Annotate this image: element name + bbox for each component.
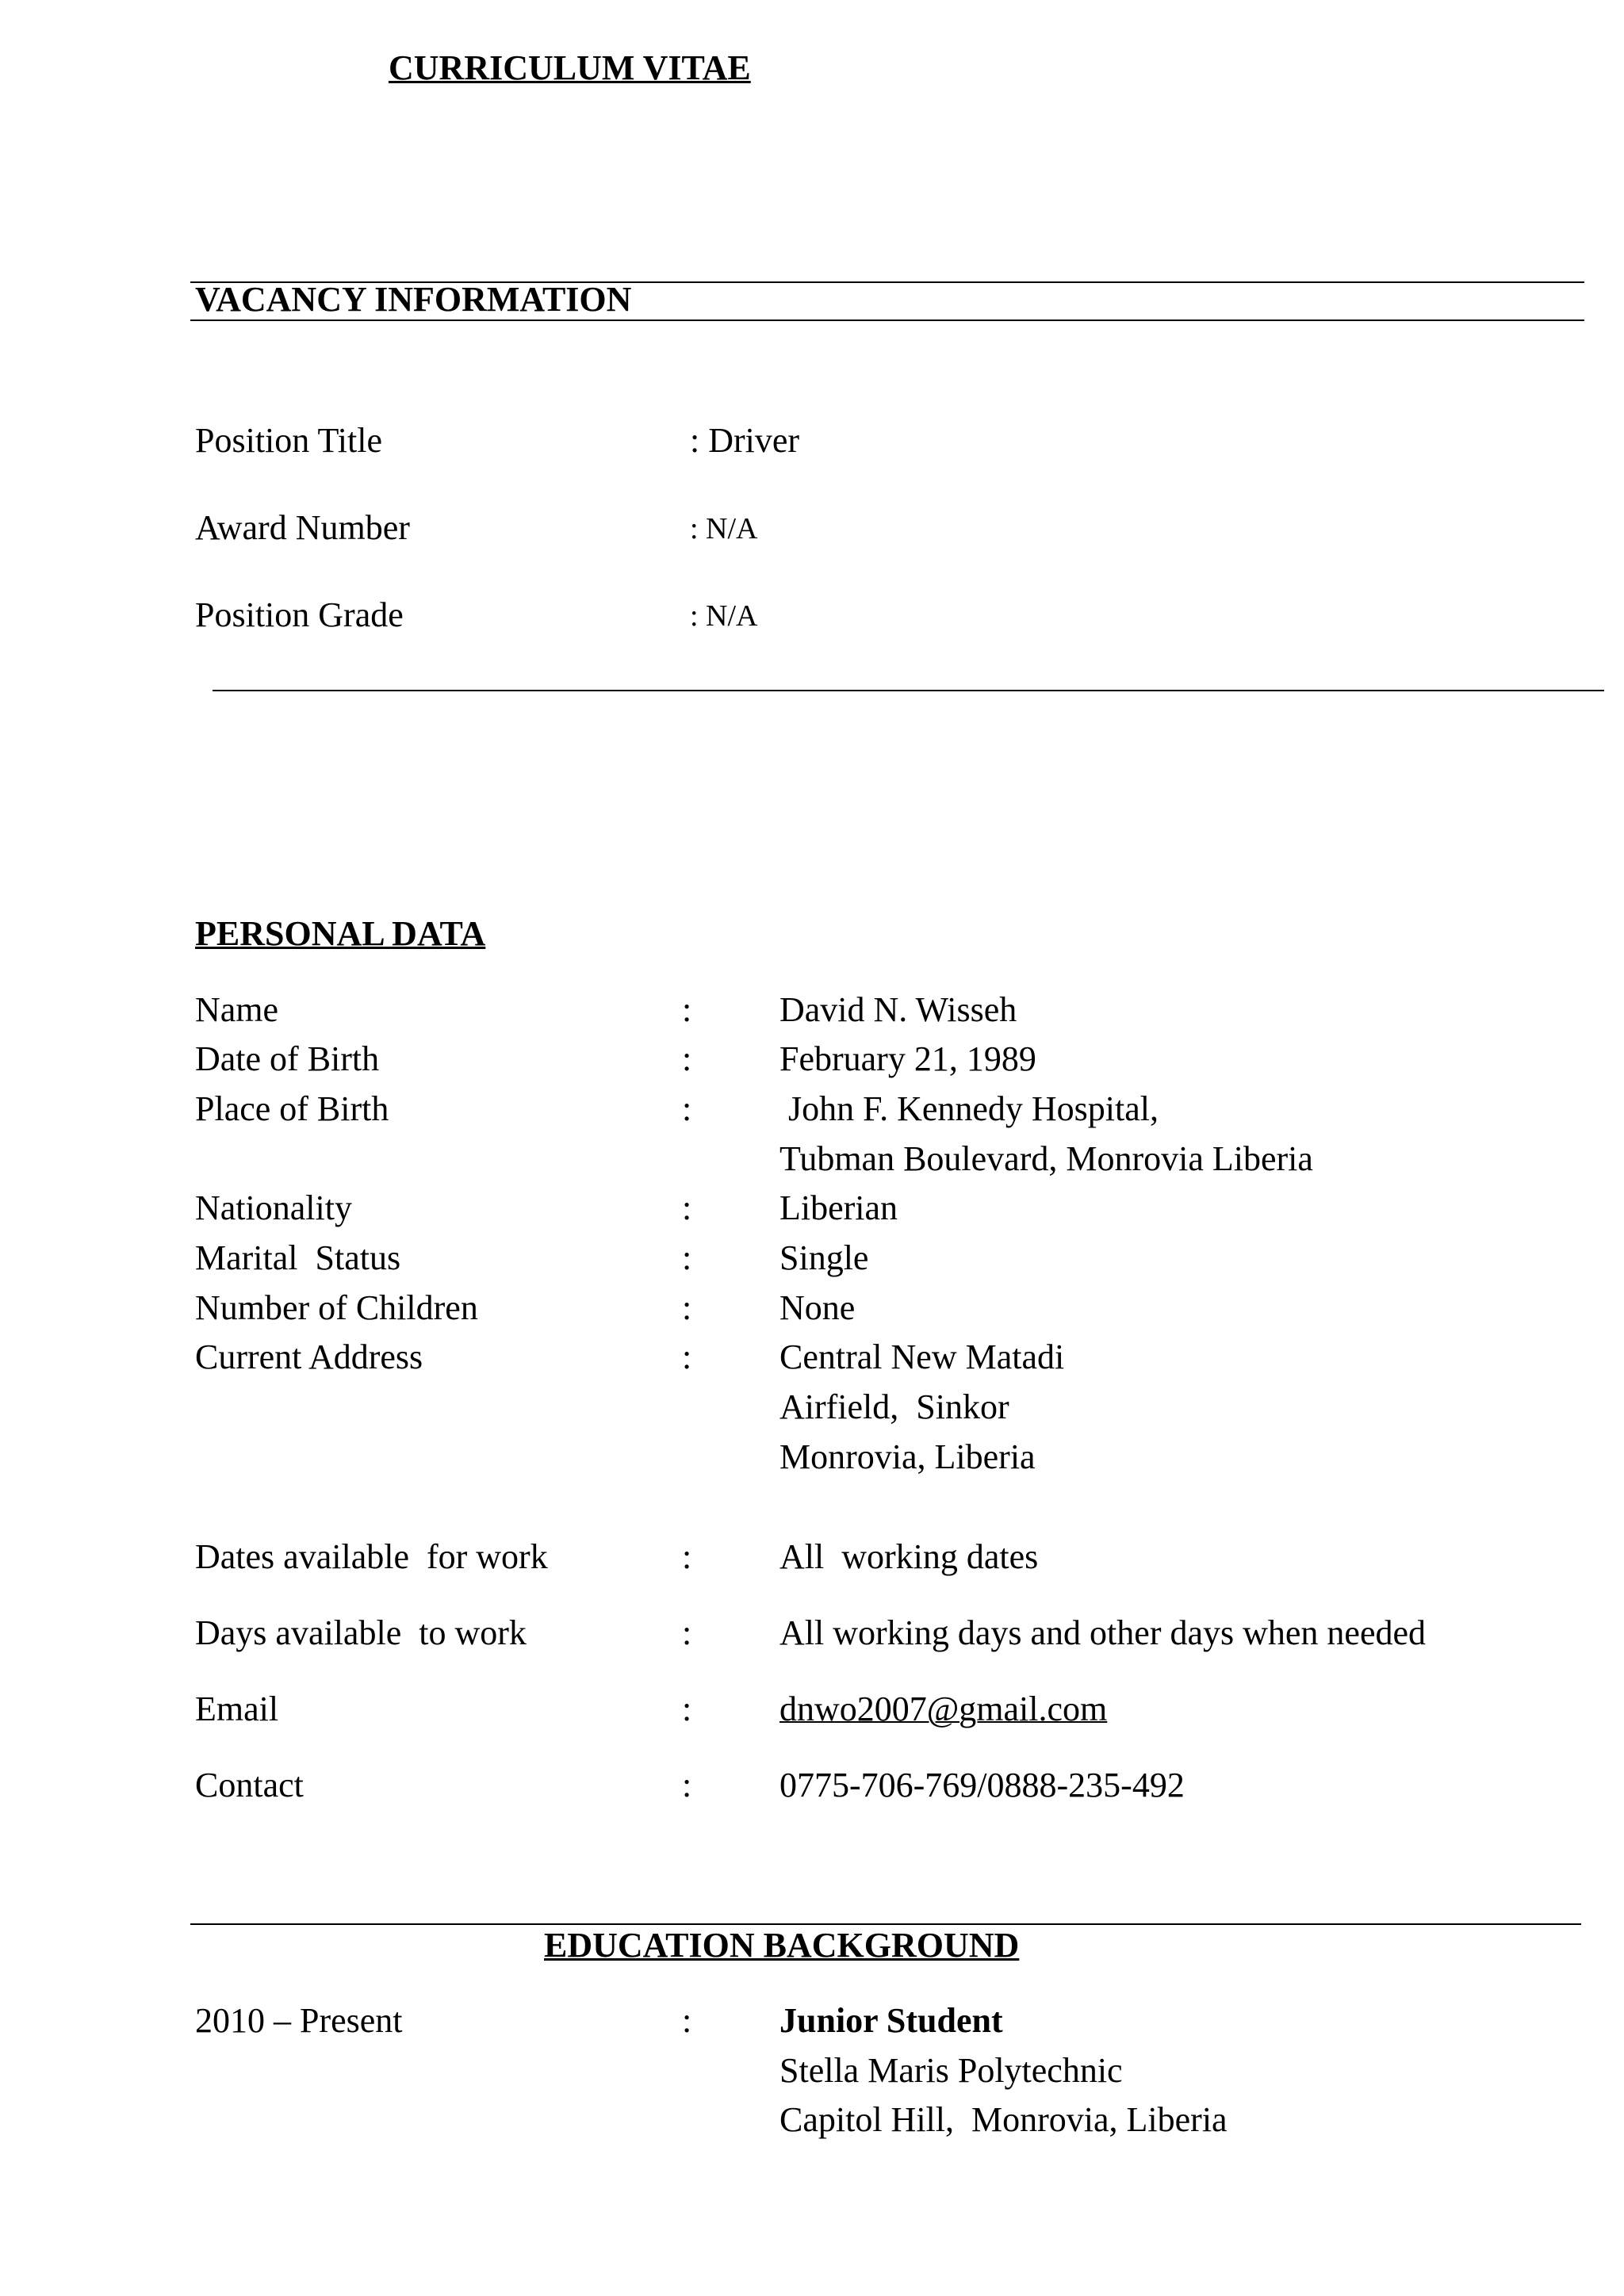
dates-available-label: Dates available for work bbox=[195, 1537, 548, 1576]
vacancy-heading: VACANCY INFORMATION bbox=[195, 280, 632, 319]
position-title-label: Position Title bbox=[195, 421, 383, 460]
pob-value-line2: Tubman Boulevard, Monrovia Liberia bbox=[779, 1139, 1313, 1178]
days-available-colon: : bbox=[682, 1613, 692, 1652]
nationality-colon: : bbox=[682, 1188, 692, 1227]
vacancy-end-rule bbox=[213, 690, 1604, 691]
education-heading: EDUCATION BACKGROUND bbox=[544, 1926, 1020, 1965]
pob-label: Place of Birth bbox=[195, 1089, 389, 1128]
nationality-label: Nationality bbox=[195, 1188, 352, 1227]
education-location: Capitol Hill, Monrovia, Liberia bbox=[779, 2100, 1228, 2139]
email-link[interactable]: dnwo2007@gmail.com bbox=[779, 1689, 1108, 1728]
name-value: David N. Wisseh bbox=[779, 990, 1017, 1029]
position-title-value: : Driver bbox=[690, 421, 800, 460]
marital-status-label: Marital Status bbox=[195, 1238, 401, 1277]
position-grade-label: Position Grade bbox=[195, 595, 404, 634]
nationality-value: Liberian bbox=[779, 1188, 898, 1227]
children-value: None bbox=[779, 1288, 856, 1327]
education-colon: : bbox=[682, 2001, 692, 2040]
personal-data-heading: PERSONAL DATA bbox=[195, 914, 486, 953]
dates-available-colon: : bbox=[682, 1537, 692, 1576]
award-number-value: : N/A bbox=[690, 512, 758, 545]
address-value-line1: Central New Matadi bbox=[779, 1337, 1065, 1376]
address-colon: : bbox=[682, 1337, 692, 1376]
email-colon: : bbox=[682, 1689, 692, 1728]
dates-available-value: All working dates bbox=[779, 1537, 1039, 1576]
address-value-line3: Monrovia, Liberia bbox=[779, 1437, 1036, 1476]
contact-value: 0775-706-769/0888-235-492 bbox=[779, 1766, 1185, 1804]
document-title: CURRICULUM VITAE bbox=[389, 48, 751, 87]
dob-value: February 21, 1989 bbox=[779, 1039, 1036, 1078]
name-label: Name bbox=[195, 990, 279, 1029]
contact-colon: : bbox=[682, 1766, 692, 1804]
marital-status-colon: : bbox=[682, 1238, 692, 1277]
children-label: Number of Children bbox=[195, 1288, 478, 1327]
email-label: Email bbox=[195, 1689, 279, 1728]
contact-label: Contact bbox=[195, 1766, 304, 1804]
name-colon: : bbox=[682, 990, 692, 1029]
marital-status-value: Single bbox=[779, 1238, 869, 1277]
pob-colon: : bbox=[682, 1089, 692, 1128]
education-title: Junior Student bbox=[779, 2001, 1003, 2040]
days-available-label: Days available to work bbox=[195, 1613, 527, 1652]
dob-label: Date of Birth bbox=[195, 1039, 380, 1078]
dob-colon: : bbox=[682, 1039, 692, 1078]
address-value-line2: Airfield, Sinkor bbox=[779, 1387, 1009, 1426]
award-number-label: Award Number bbox=[195, 508, 410, 547]
position-grade-value: : N/A bbox=[690, 599, 758, 633]
pob-value-line1: John F. Kennedy Hospital, bbox=[779, 1089, 1159, 1128]
days-available-value: All working days and other days when needed bbox=[779, 1613, 1427, 1652]
vacancy-bottom-rule bbox=[190, 320, 1584, 321]
children-colon: : bbox=[682, 1288, 692, 1327]
education-school: Stella Maris Polytechnic bbox=[779, 2051, 1123, 2090]
address-label: Current Address bbox=[195, 1337, 423, 1376]
education-period: 2010 – Present bbox=[195, 2001, 403, 2040]
